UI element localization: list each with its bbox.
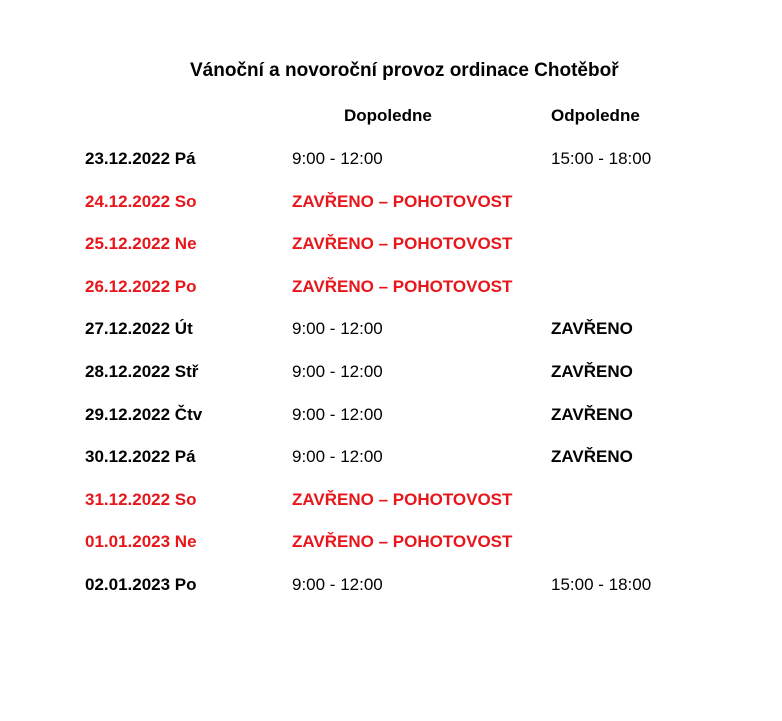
column-header-afternoon: Odpoledne: [551, 106, 640, 125]
row-date: 27.12.2022 Út: [85, 319, 193, 339]
row-morning-hours: 9:00 - 12:00: [292, 319, 383, 339]
row-morning-hours: ZAVŘENO – POHOTOVOST: [292, 234, 513, 254]
row-afternoon-hours: ZAVŘENO: [551, 319, 633, 339]
row-date: 25.12.2022 Ne: [85, 234, 197, 254]
schedule-row: [0, 404, 782, 447]
row-morning-hours: ZAVŘENO – POHOTOVOST: [292, 532, 513, 552]
row-date: 30.12.2022 Pá: [85, 447, 196, 467]
row-date: 26.12.2022 Po: [85, 276, 197, 296]
schedule-row: [0, 361, 782, 404]
row-afternoon-hours: 15:00 - 18:00: [551, 574, 652, 594]
row-morning-hours: 9:00 - 12:00: [292, 404, 383, 424]
row-date: 29.12.2022 Čtv: [85, 404, 203, 424]
schedule-row: [0, 574, 782, 617]
schedule-row: [0, 276, 782, 319]
schedule-row: [0, 446, 782, 489]
row-morning-hours: 9:00 - 12:00: [292, 447, 383, 467]
row-morning-hours: 9:00 - 12:00: [292, 574, 383, 594]
schedule-row: [0, 489, 782, 532]
schedule-row: [0, 191, 782, 234]
schedule-row: [0, 148, 782, 191]
row-morning-hours: 9:00 - 12:00: [292, 361, 383, 381]
row-date: 02.01.2023 Po: [85, 574, 197, 594]
row-morning-hours: ZAVŘENO – POHOTOVOST: [292, 191, 513, 211]
row-morning-hours: ZAVŘENO – POHOTOVOST: [292, 276, 513, 296]
row-afternoon-hours: ZAVŘENO: [551, 361, 633, 381]
row-afternoon-hours: ZAVŘENO: [551, 447, 633, 467]
schedule-table: [0, 148, 782, 617]
row-afternoon-hours: 15:00 - 18:00: [551, 149, 652, 168]
row-date: 23.12.2022 Pá: [85, 149, 196, 168]
schedule-row: [0, 531, 782, 574]
page-title: Vánoční a novoroční provoz ordinace Chotěboř: [190, 60, 619, 81]
column-header-morning: Dopoledne: [344, 106, 432, 125]
row-date: 28.12.2022 Stř: [85, 361, 199, 381]
row-morning-hours: ZAVŘENO – POHOTOVOST: [292, 489, 513, 509]
row-morning-hours: 9:00 - 12:00: [292, 149, 383, 168]
schedule-row: [0, 318, 782, 361]
row-date: 31.12.2022 So: [85, 489, 197, 509]
schedule-row: [0, 233, 782, 276]
row-date: 24.12.2022 So: [85, 191, 197, 211]
row-date: 01.01.2023 Ne: [85, 532, 197, 552]
row-afternoon-hours: ZAVŘENO: [551, 404, 633, 424]
